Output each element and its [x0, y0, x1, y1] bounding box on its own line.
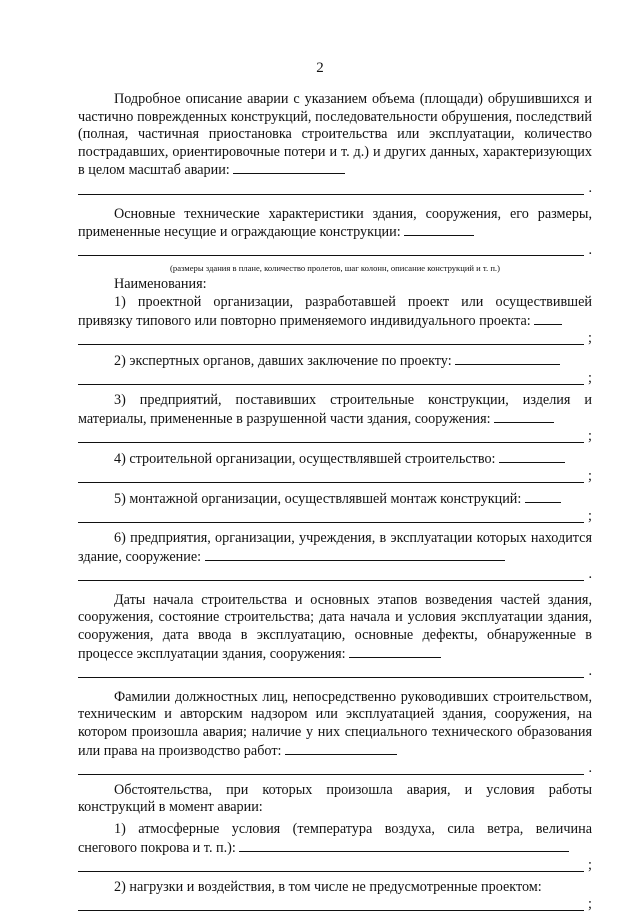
fill-line[interactable] [534, 312, 562, 325]
fill-line[interactable] [285, 742, 397, 755]
fill-line[interactable]: . [78, 663, 592, 681]
fill-line[interactable]: ; [78, 370, 592, 388]
fill-line[interactable] [233, 161, 345, 174]
fill-line[interactable]: ; [78, 468, 592, 486]
fill-line[interactable] [525, 490, 561, 503]
fill-line[interactable] [455, 352, 560, 365]
fill-line[interactable]: . [78, 180, 592, 198]
fill-line[interactable]: . [78, 242, 592, 260]
names-item-4: 4) строительной организации, осуществлявшей строительство: [78, 450, 592, 469]
circumstances-paragraph: Обстоятельства, при которых произошла авария, и условия работы конструкций в момент аварии: [78, 781, 592, 816]
fill-line[interactable]: ; [78, 508, 592, 526]
names-item-6: 6) предприятия, организации, учреждения, в эксплуатации которых находится здание, сооружение: [78, 530, 592, 565]
names-item-2: 2) экспертных органов, давших заключение по проекту: [78, 352, 592, 371]
fill-line[interactable] [205, 548, 505, 561]
fill-line[interactable]: . [78, 760, 592, 778]
names-item-5: 5) монтажной организации, осуществлявшей монтаж конструкций: [78, 490, 592, 509]
document-body [78, 91, 592, 914]
names-item-3: 3) предприятий, поставивших строительные конструкции, изделия и материалы, примененные в разрушенной части здания, сооружения: [78, 391, 592, 427]
characteristics-note: (размеры здания в плане, количество пролетов, шаг колонн, описание конструкций и т. п.) [170, 263, 500, 274]
names-item-1: 1) проектной организации, разработавшей проект или осуществившей привязку типового или повторно применяемого индивидуального проекта: [78, 293, 592, 329]
fill-line[interactable]: . [78, 566, 592, 584]
fill-line[interactable]: ; [78, 896, 592, 914]
fill-line[interactable] [349, 645, 441, 658]
page-number: 2 [316, 60, 324, 76]
fill-line[interactable]: ; [78, 428, 592, 446]
characteristics-paragraph: Основные технические характеристики здания, сооружения, его размеры, примененные несущие и ограждающие конструкции: [78, 205, 592, 241]
fill-line[interactable] [239, 839, 569, 852]
circumstances-item-1: 1) атмосферные условия (температура воздуха, сила ветра, величина снегового покрова и т. п.): [78, 820, 592, 856]
officials-paragraph: Фамилии должностных лиц, непосредственно руководивших строительством, техническим и авторским надзором или эксплуатацией здания, сооружения, на котором произошла авария; наличие у них специального технического образования или права на производство работ: [78, 688, 592, 759]
names-heading: Наименования: [114, 276, 207, 293]
circumstances-item-2: 2) нагрузки и воздействия, в том числе не предусмотренные проектом: [114, 878, 542, 895]
fill-line[interactable] [404, 223, 474, 236]
fill-line[interactable]: ; [78, 330, 592, 348]
fill-line[interactable]: ; [78, 857, 592, 875]
fill-line[interactable] [499, 450, 565, 463]
description-paragraph: Подробное описание аварии с указанием объема (площади) обрушившихся и частично поврежденных конструкций, последовательности обрушения, последствий (полная, частичная приостановка строительства или эксплуатации, количество пострадавших, ориентировочные потери и т. д.) и других данных, характеризующих в целом масштаб аварии: [78, 91, 592, 179]
fill-line[interactable] [494, 410, 554, 423]
dates-paragraph: Даты начала строительства и основных этапов возведения частей здания, сооружения, состояние строительства; дата начала и условия эксплуатации здания, сооружения, дата ввода в эксплуатацию, основные дефекты, обнаруженные в процессе эксплуатации здания, сооружения: [78, 591, 592, 662]
